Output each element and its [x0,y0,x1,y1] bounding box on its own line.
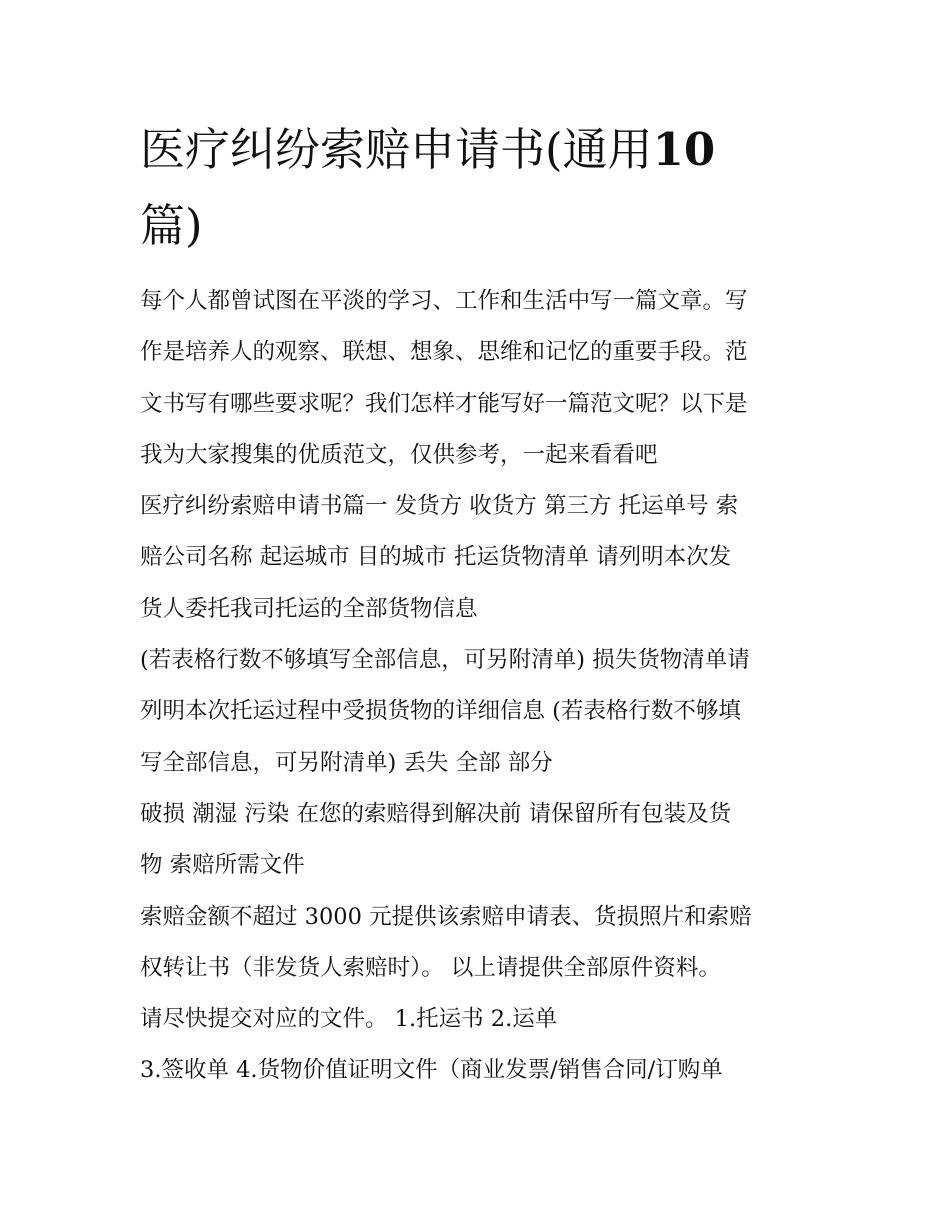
document-body [140,276,820,1097]
title-text-part2: 篇) [140,199,203,252]
body-line: 文书写有哪些要求呢？我们怎样才能写好一篇范文呢？以下是 [140,390,748,417]
body-line: 写全部信息，可另附清单) 丢失 全部 部分 [140,749,553,776]
body-line: 列明本次托运过程中受损货物的详细信息 (若表格行数不够填 [140,698,741,725]
body-line: 货人委托我司托运的全部货物信息 [140,595,478,622]
body-line: 权转让书（非发货人索赔时）。 以上请提供全部原件资料。 [140,954,721,981]
title-number: 10 [652,123,716,176]
body-line: (若表格行数不够填写全部信息，可另附清单) 损失货物清单请 [140,647,750,674]
title-text-part1: 医疗纠纷索赔申请书(通用 [140,123,653,176]
body-line: 3.签收单 4.货物价值证明文件（商业发票/销售合同/订购单 [140,1057,723,1084]
body-line: 赔公司名称 起运城市 目的城市 托运货物清单 请列明本次发 [140,544,732,571]
body-line: 我为大家搜集的优质范文，仅供参考，一起来看看吧 [140,441,658,468]
body-line: 作是培养人的观察、联想、想象、思维和记忆的重要手段。范 [140,339,748,366]
body-line: 破损 潮湿 污染 在您的索赔得到解决前 请保留所有包装及货 [140,800,732,827]
body-line: 索赔金额不超过 3000 元提供该索赔申请表、货损照片和索赔 [140,903,752,930]
body-line: 医疗纠纷索赔申请书篇一 发货方 收货方 第三方 托运单号 索 [140,493,739,520]
document-title [140,112,820,264]
body-line: 请尽快提交对应的文件。 1.托运书 2.运单 [140,1006,558,1033]
body-line: 每个人都曾试图在平淡的学习、工作和生活中写一篇文章。写 [140,288,748,314]
body-line: 物 索赔所需文件 [140,852,305,879]
